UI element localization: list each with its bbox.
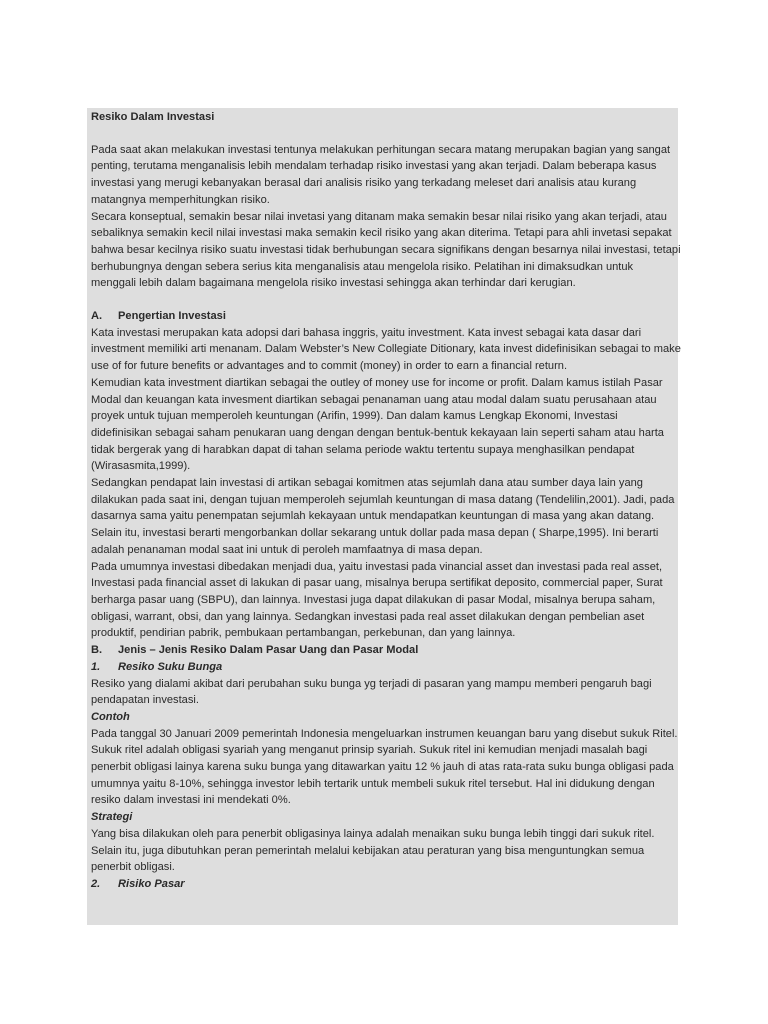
section-a-heading — [91, 308, 681, 325]
intro-paragraph-2: Secara konseptual, semakin besar nilai invetasi yang ditanam maka semakin besar nilai risiko yang akan terjadi, atau sebaliknya semakin kecil nilai investasi maka semakin kecil risiko yang akan diterima. Tetapi para ahli invetasi sepakat bahwa besar kecilnya risiko suatu investasi tidak berhubungan secara signifikans dengan besarnya nilai investasi, tetapi berhubungnya dengan sebera serius kita menganalisis atau mengelola risiko. Pelatihan ini dimaksudkan untuk menggali lebih dalam bagaimana mengelola risiko investasi sehingga akan terhindar dari kerugian. — [91, 210, 681, 290]
intro-paragraph-1: Pada saat akan melakukan investasi tentunya melakukan perhitungan secara matang merupakan bagian yang sangat penting, terutama menganalisis lebih mendalam terhadap risiko investasi yang akan terjadi. Dalam beberapa kasus investasi yang merugi kebanyakan berasal dari analisis risiko yang terkadang meleset dari analisis atau kurang matangnya memperhitungkan risiko. — [91, 143, 671, 206]
contoh-text: Pada tanggal 30 Januari 2009 pemerintah Indonesia mengeluarkan instrumen keuangan baru yang disebut sukuk Ritel. Sukuk ritel adalah obligasi syariah yang menganut prinsip syariah. Sukuk ritel ini kemudian menjadi masalah bagi penerbit obligasi lainya karena suku bunga yang ditawarkan yaitu 12 % jauh di atas rata-rata suku bunga obligasi pada umumnya yaitu 8-10%, sehingga investor lebih tertarik untuk membeli sukuk ritel tersebut. Hal ini didukung dengan resiko dalam investasi ini mendekati 0%. — [91, 727, 678, 807]
section-a-title: Pengertian Investasi — [118, 310, 226, 323]
subsection-1-text: Resiko yang dialami akibat dari perubahan suku bunga yg terjadi di pasaran yang mampu memberi pengaruh bagi pendapatan investasi. — [91, 677, 652, 707]
subsection-1-heading — [91, 659, 681, 676]
subsection-1-number: 1. — [91, 660, 101, 673]
section-b-title: Jenis – Jenis Resiko Dalam Pasar Uang dan Pasar Modal — [118, 644, 419, 657]
subsection-2-title: Risiko Pasar — [118, 877, 185, 890]
subsection-1-title: Resiko Suku Bunga — [118, 660, 223, 673]
section-a-paragraph-3: Sedangkan pendapat lain investasi di artikan sebagai komitmen atas sejumlah dana atau sumber daya lain yang dilakukan pada saat ini, dengan tujuan memperoleh sejumlah keuntungan di masa datang (Tendelilin,2001). Jadi, pada dasarnya sama yaitu penempatan sejumlah kekayaan untuk mendapatkan keuntungan di masa yang akan datang. — [91, 477, 675, 523]
contoh-label: Contoh — [91, 710, 130, 723]
section-a-paragraph-4: Selain itu, investasi berarti mengorbankan dollar sekarang untuk dollar pada masa depan ( Sharpe,1995). Ini berarti adalah penanaman modal saat ini untuk di peroleh mamfaatnya di masa depan. — [91, 527, 659, 556]
section-a-number: A. — [91, 310, 103, 323]
section-b-heading — [91, 642, 681, 659]
document-body — [91, 108, 681, 893]
document-title: Resiko Dalam Investasi — [91, 111, 215, 123]
strategi-label: Strategi — [91, 811, 133, 824]
subsection-2-number: 2. — [91, 877, 101, 890]
section-a-paragraph-5: Pada umumnya investasi dibedakan menjadi dua, yaitu investasi pada vinancial asset dan investasi pada real asset, Investasi pada financial asset di lakukan di pasar uang, misalnya berupa sertifikat deposito, commercial paper, Surat berharga pasar uang (SBPU), dan lainnya. Investasi juga dapat dilakukan di pasar Modal, misalnya berupa saham, obligasi, warrant, obsi, dan yang lainnya. Sedangkan investasi pada real asset dilakukan dengan pembelian aset produktif, pendirian pabrik, pembukaan pertambangan, perkebunan, dan yang lainnya. — [91, 560, 663, 640]
subsection-2-heading — [91, 876, 681, 893]
section-a-paragraph-2: Kemudian kata investment diartikan sebagai the outley of money use for income or profit. Dalam kamus istilah Pasar Modal dan keuangan kata invesment diartikan sebagai penanaman uang atau modal dalam suatu perusahaan atau proyek untuk tujuan memperoleh keuntungan (Arifin, 1999). Dan dalam kamus Lengkap Ekonomi, Investasi didefinisikan sebagai saham penukaran uang dengan dengan bentuk-bentuk kekayaan lain seperti saham atau harta tidak bergerak yang di harabkan dapat di tahan selama periode waktu tertentu supaya menghasilkan pendapat (Wirasasmita,1999). — [91, 376, 664, 473]
section-b-number: B. — [91, 644, 103, 657]
section-a-paragraph-1: Kata investasi merupakan kata adopsi dari bahasa inggris, yaitu investment. Kata invest sebagai kata dasar dari investment memiliki arti menanam. Dalam Webster’s New Collegiate Ditionary, kata invest didefinisikan sebagai to make use of for future benefits or advantages and to commit (money) in order to earn a financial return. — [91, 326, 681, 373]
strategi-text: Yang bisa dilakukan oleh para penerbit obligasinya lainya adalah menaikan suku bunga lebih tinggi dari sukuk ritel. Selain itu, juga dibutuhkan peran pemerintah melalui kebijakan atau peraturan yang bisa menguntungkan semua penerbit obligasi. — [91, 827, 655, 874]
